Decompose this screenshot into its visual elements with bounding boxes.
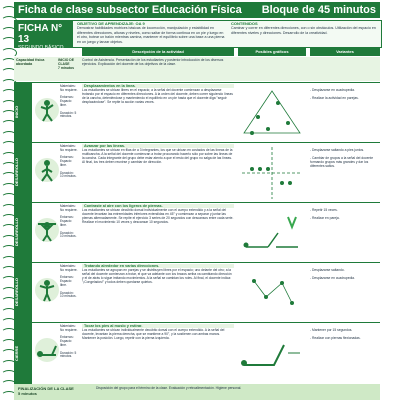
activity-title: Tocar los pies al muslo y estirar. bbox=[82, 324, 234, 328]
page-title-bar bbox=[14, 2, 380, 18]
activity-drawing bbox=[238, 143, 306, 203]
activity-title: Contraste al aire con los ligeros de piernas. bbox=[82, 204, 234, 208]
activity-drawing bbox=[238, 323, 306, 383]
contents bbox=[231, 22, 379, 35]
ficha-level: SEGUNDO BÁSICO bbox=[18, 45, 64, 51]
exercise-figure-icon bbox=[34, 96, 60, 124]
activity-meta: Materiales: No requiere. Entornos: Espacio libre. Duración: 5 minutos. bbox=[60, 84, 78, 119]
activity-variants: - Repetir 15 veces. - Realizar en pareja. bbox=[310, 208, 340, 221]
contents-label: CONTENIDOS bbox=[231, 21, 258, 26]
activity-text: Los estudiantes se ubican individualmente decúbito dorsal con el cuerpo extendido. A la señal del docente, levantan la pierna derecha, que se mantiene a 90°, y la sostienen con ambas manos. Mantener la posición. Luego, repetir con la pierna izquierda. bbox=[82, 328, 225, 341]
exercise-figure-icon bbox=[34, 156, 60, 184]
activity-title: Avanzar por las líneas. bbox=[82, 144, 234, 148]
objective bbox=[77, 22, 227, 44]
activity-title: Desplazamientos en la línea. bbox=[82, 84, 234, 88]
col-description: Descripción de la actividad bbox=[82, 48, 234, 56]
contents-text: Caminar y correr en diferentes direcciones, con o sin obstáculos. Utilización del espacio en diferentes niveles y direcciones. Desarrollo de la creatividad. bbox=[231, 26, 376, 35]
activity-description bbox=[82, 264, 234, 284]
activity-title: Trotando alrededor en varias direcciones. bbox=[82, 264, 234, 268]
activity-drawing bbox=[238, 263, 306, 323]
start-minutes: 7 minutos bbox=[58, 66, 75, 71]
activity-variants: - Desplazarse saltando. - Desplazarse en cuadrupedia. bbox=[310, 268, 355, 281]
start-label: INICIO DE CLASE bbox=[58, 58, 75, 67]
activity-text: Los estudiantes se agrupan en parejas y se distribuyen libres por el espacio; uno delante del otro; a la señal del docente comienzan a trotar, el que va adelante con los brazos arriba va cambiando dirección y el de atrás lo sigue imitando movimientos. A la señal se cambian los roles. Al final, el docente indica: "¡Congelados!" y todos deben quedarse quietos. bbox=[82, 268, 232, 285]
exercise-figure-icon bbox=[34, 276, 60, 304]
activity-description bbox=[82, 144, 234, 164]
activity-variants: - Desplazarse en cuadrupedia. - Realizar la actividad en parejas. bbox=[310, 88, 359, 101]
final-label: FINALIZACIÓN DE LA CLASE bbox=[18, 386, 74, 391]
header-panel bbox=[14, 20, 382, 51]
exercise-figure-icon bbox=[34, 216, 60, 244]
col-drawings: Posibles gráficos bbox=[238, 48, 306, 56]
activity-description bbox=[82, 84, 234, 104]
activity-drawing bbox=[238, 83, 306, 143]
activity-drawing bbox=[238, 203, 306, 263]
title-right: Bloque de 45 minutos bbox=[261, 4, 376, 16]
activity-description bbox=[82, 204, 234, 224]
activity-text: Los estudiantes se ubican en filas de a 3 integrantes, los que se ubican en costados de las líneas de la multicancha. A la señal del docente comienzan a trotar procurando hacerlo sólo por sobre las líneas de la cancha. Cada integrante del grupo debe estar atento a que el resto del grupo no salga de las líneas. Al final, los tres deben reunirse y cambiar de dirección. bbox=[82, 148, 233, 165]
activity-meta: Materiales: No requiere. Entornos: Espacio libre. Duración: 10 minutos. bbox=[60, 144, 78, 179]
final-row bbox=[14, 384, 380, 400]
start-text: Control de Asistencia. Presentación de los estudiantes y posterior introducción de los diversos ejercicios. Explicación del docente de los objetivos de la clase. bbox=[82, 58, 224, 67]
col-variants: Variantes bbox=[310, 48, 380, 56]
ficha-number: FICHA N° 13 bbox=[18, 23, 63, 45]
final-text: Disposición del grupo para el término de la clase. Evaluación y retroalimentación. Higiene personal. bbox=[96, 386, 242, 390]
stage-label: CIERRE bbox=[14, 322, 32, 384]
exercise-figure-icon bbox=[34, 336, 60, 364]
objective-text: Demostrar habilidades motrices básicas de locomoción, manipulación y estabilidad en diferentes direcciones, alturas y niveles, como saltar de forma continua en un pie y luego en el otro, botear un balón mientras camina, mantener el equilibrio sobre una base a una pierna en un juego y lanzar objetos. bbox=[77, 26, 225, 44]
stage-label: DESARROLLO bbox=[14, 142, 32, 202]
activity-description bbox=[82, 324, 234, 340]
stage-label: DESARROLLO bbox=[14, 202, 32, 262]
spiral-binding bbox=[0, 0, 14, 400]
title-left: Ficha de clase subsector Educación Física bbox=[18, 4, 242, 16]
objective-label: OBJETIVO DE APRENDIZAJE: OA 9 bbox=[77, 21, 145, 26]
stage-label: INICIO bbox=[14, 82, 32, 142]
final-minutes: 5 minutos bbox=[18, 391, 37, 396]
activity-meta: Materiales: No requiere. Entornos: Espacio libre. Duración: 5 minutos. bbox=[60, 324, 78, 359]
capacity-label: Capacidad física abordada bbox=[16, 58, 45, 67]
activity-text: Los estudiantes se ubican libres en el espacio; a la señal del docente comienzan a desplazarse trotando por el espacio en diferentes direcciones. A la orden del docente, deben correr siguiendo líneas de la cancha, deteniéndose y manteniendo el equilibrio en un pie hasta que el docente diga "seguir desplazándose". Se repite la acción varias veces. bbox=[82, 88, 233, 105]
activity-variants: - Desplazarse saltando a pies juntos. - Cambiar de grupos a la señal del docente formando grupos más grandes y dar los diferentes saltos. bbox=[310, 148, 374, 169]
activity-variants: - Mantener por 15 segundos. - Realizar con piernas flexionadas. bbox=[310, 328, 361, 341]
ficha-badge bbox=[15, 21, 73, 51]
activity-meta: Materiales: No requiere. Entornos: Espacio libre. Duración: 10 minutos. bbox=[60, 204, 78, 239]
stage-label: DESARROLLO bbox=[14, 262, 32, 322]
activity-text: Los estudiantes se ubican decúbito dorsal individualmente con el cuerpo extendido y a la señal del docente levantan las extremidades inferiores extendidas en 45° y comienzan a separar y juntar las piernas alternadamente. Se repite el ejercicio 3 series de 20 segundos con descansos entre cada serie. Realizar el movimiento 10 veces y descansar 10 segundos. bbox=[82, 208, 234, 225]
activity-meta: Materiales: No requiere. Entornos: Espacio libre. Duración: 10 minutos. bbox=[60, 264, 78, 299]
